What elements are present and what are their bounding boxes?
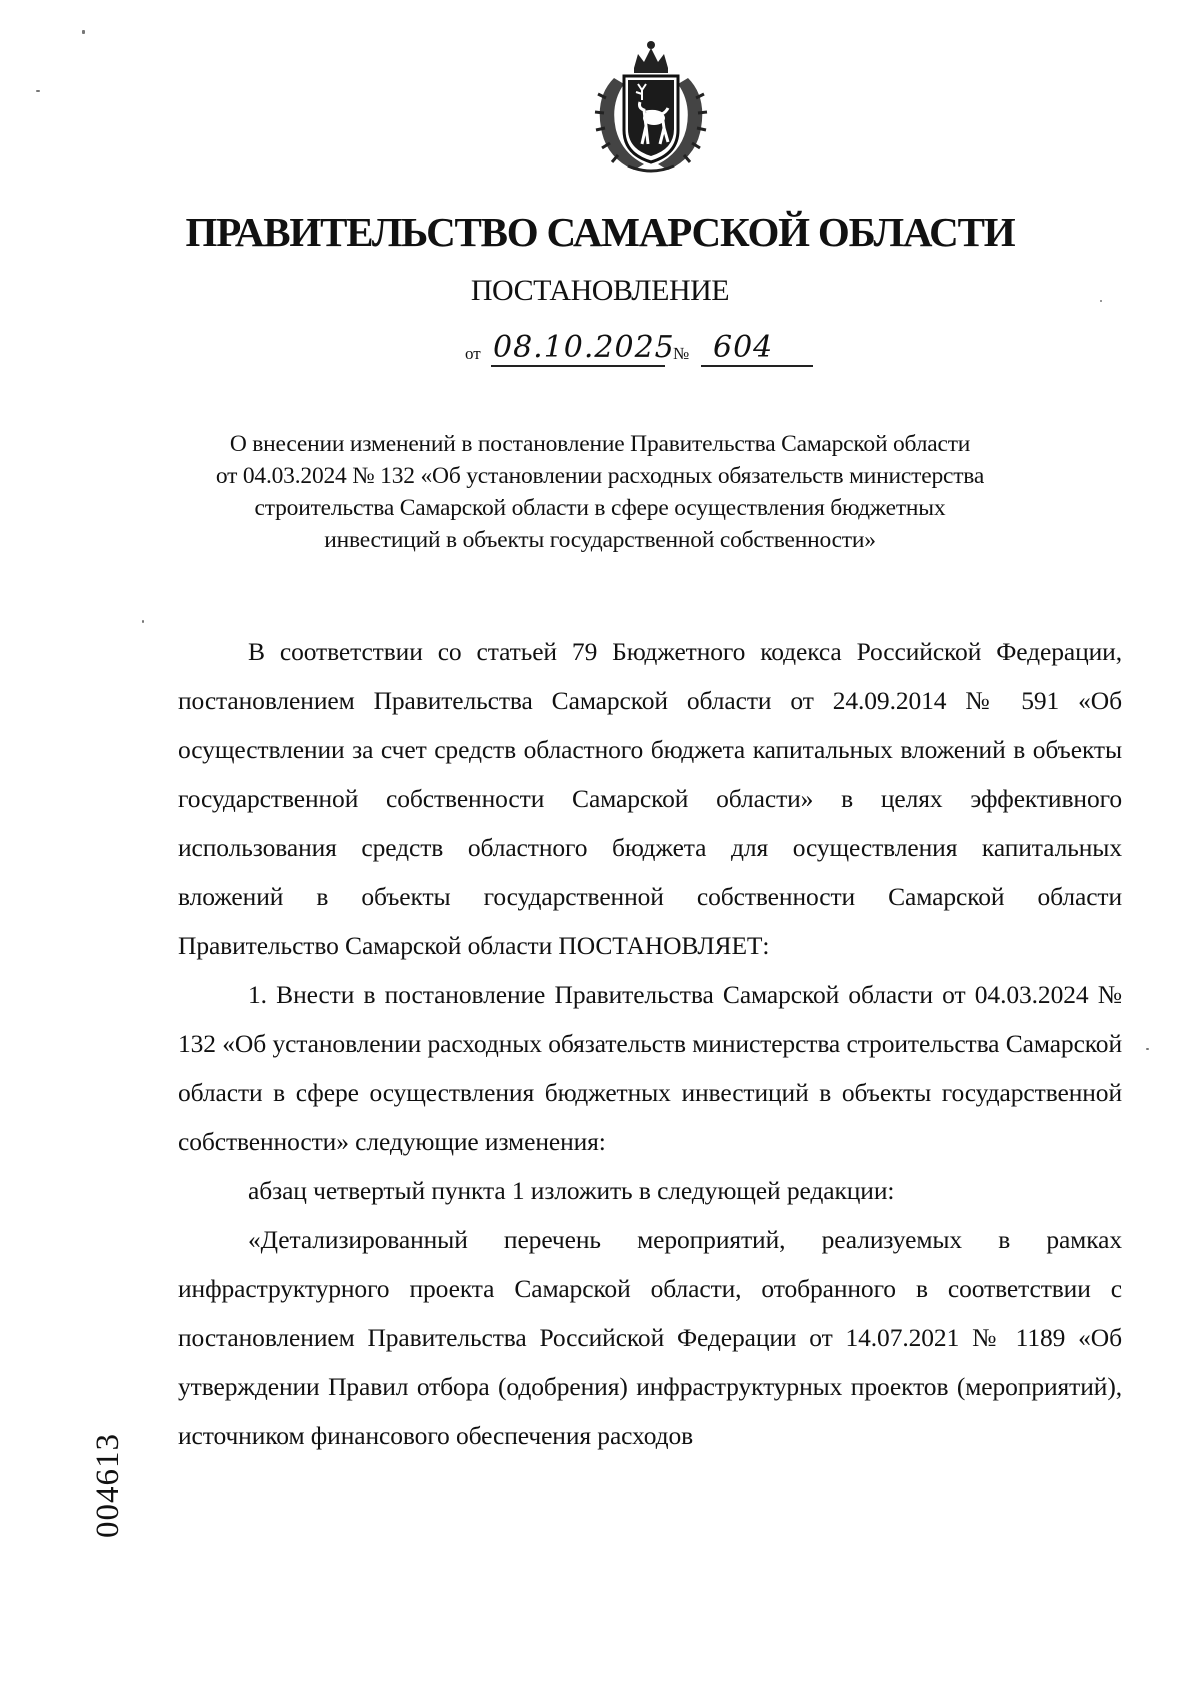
- date-underline: [491, 365, 665, 367]
- coat-of-arms-icon: [584, 38, 718, 176]
- document-type: ПОСТАНОВЛЕНИЕ: [470, 274, 730, 307]
- scan-speck: [82, 30, 85, 34]
- registration-number: 004613: [90, 1433, 126, 1538]
- scan-speck: [142, 620, 144, 623]
- preamble-paragraph: В соответствии со статьей 79 Бюджетного кодекса Российской Федерации, постановлением Правительства Самарской области от 24.09.2014 № 591 «Об осуществлении за счет средств областного бюджета капитальных вложений в объекты государственной собственности Самарской области» в целях эффективного использования средств областного бюджета для осуществления капитальных вложений в объекты государственной собственности Самарской области Правительство Самарской области ПОСТАНОВЛЯЕТ:: [178, 637, 1122, 960]
- subject-line: от 04.03.2024 № 132 «Об установлении расходных обязательств министерства: [215, 463, 985, 489]
- handwritten-number: 604: [713, 330, 774, 365]
- scan-speck: [36, 90, 40, 92]
- subject-line: О внесении изменений в постановление Правительства Самарской области: [229, 431, 971, 457]
- government-name: ПРАВИТЕЛЬСТВО САМАРСКОЙ ОБЛАСТИ: [185, 209, 1015, 255]
- number-prefix: №: [673, 344, 690, 363]
- scan-speck: [1100, 300, 1102, 302]
- item-1-sub-paragraph: абзац четвертый пункта 1 изложить в следующей редакции:: [248, 1176, 895, 1205]
- number-underline: [701, 365, 813, 367]
- date-number-line: [465, 330, 865, 370]
- document-body: [178, 627, 1122, 1460]
- handwritten-date: 08.10.2025: [493, 330, 675, 365]
- document-subject: [160, 428, 1040, 556]
- item-1-paragraph: 1. Внести в постановление Правительства Самарской области от 04.03.2024 № 132 «Об установлении расходных обязательств министерства строительства Самарской области в сфере осуществления бюджетных инвестиций в объекты государственной собственности» следующие изменения:: [178, 980, 1122, 1156]
- subject-line: инвестиций в объекты государственной собственности»: [324, 527, 876, 553]
- subject-line: строительства Самарской области в сфере осуществления бюджетных: [254, 495, 946, 521]
- date-prefix: от: [465, 344, 481, 363]
- scan-speck: [1146, 1048, 1149, 1050]
- quoted-paragraph: «Детализированный перечень мероприятий, реализуемых в рамках инфраструктурного проекта Самарской области, отобранного в соответствии с постановлением Правительства Российской Федерации от 14.07.2021 № 1189 «Об утверждении Правил отбора (одобрения) инфраструктурных проектов (мероприятий), источником финансового обеспечения расходов: [178, 1225, 1122, 1450]
